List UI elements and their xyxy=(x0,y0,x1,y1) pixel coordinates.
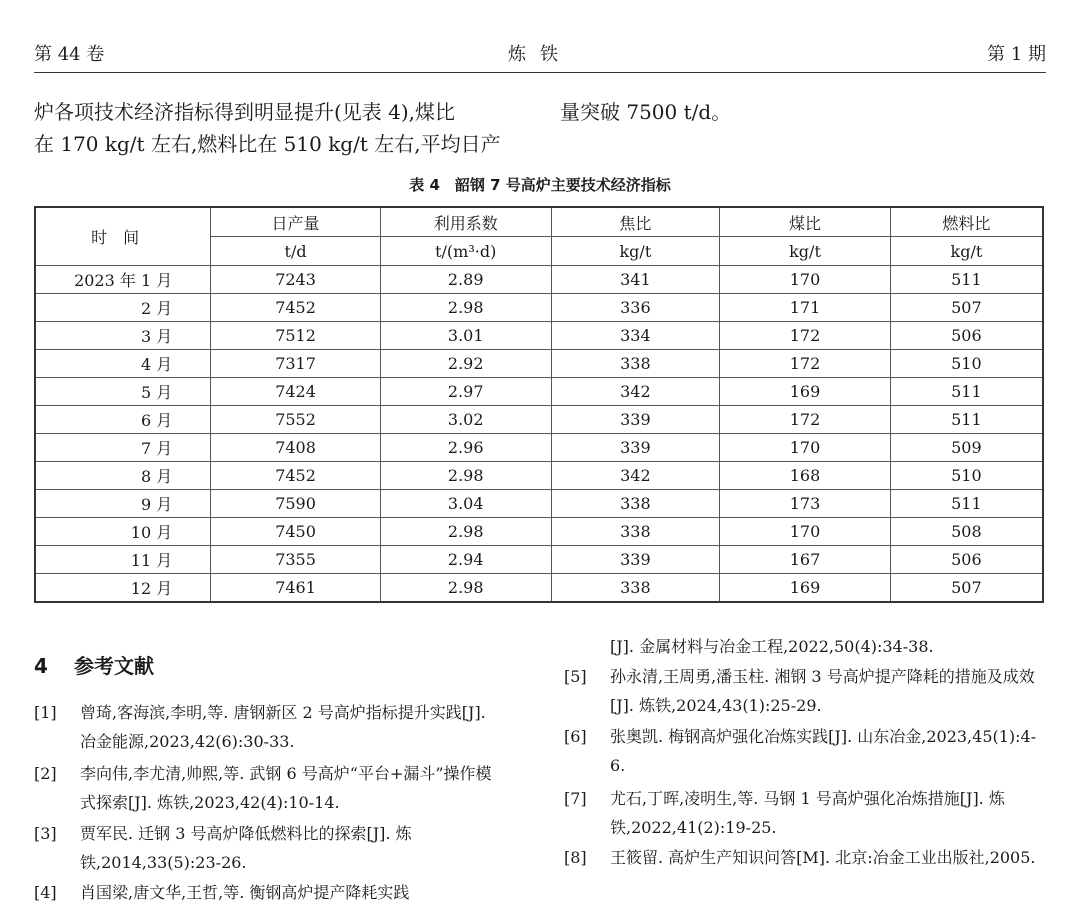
table-cell: 3.04 xyxy=(380,490,551,518)
table-cell: 172 xyxy=(720,322,891,350)
table-cell: 511 xyxy=(890,490,1043,518)
table-cell: 334 xyxy=(551,322,720,350)
column-header: 日产量 xyxy=(211,207,381,237)
reference-item xyxy=(564,784,1044,842)
table-row xyxy=(35,378,1043,406)
table-cell-month: 12 月 xyxy=(35,574,211,603)
table-cell-month: 6 月 xyxy=(35,406,211,434)
table-cell-month: 2023 年 1 月 xyxy=(35,266,211,294)
table-row xyxy=(35,294,1043,322)
table-cell-month: 4 月 xyxy=(35,350,211,378)
reference-continuation: [J]. 金属材料与冶金工程,2022,50(4):34-38. xyxy=(610,637,934,656)
table-cell: 339 xyxy=(551,546,720,574)
reference-item xyxy=(564,722,1044,780)
section-title: 参考文献 xyxy=(74,654,154,678)
table-cell: 510 xyxy=(890,350,1043,378)
table-cell: 338 xyxy=(551,518,720,546)
table-cell: 7408 xyxy=(211,434,381,462)
table-cell: 2.94 xyxy=(380,546,551,574)
reference-tag: [1] xyxy=(34,703,57,722)
references-heading xyxy=(34,650,154,679)
reference-tag: [3] xyxy=(34,824,57,843)
table-cell: 507 xyxy=(890,574,1043,603)
table-cell: 2.92 xyxy=(380,350,551,378)
table-cell: 2.98 xyxy=(380,518,551,546)
table-cell-month: 7 月 xyxy=(35,434,211,462)
intro-line: 在 170 kg/t 左右,燃料比在 510 kg/t 左右,平均日产 xyxy=(34,132,501,156)
reference-tag: [5] xyxy=(564,667,587,686)
table-cell-month: 5 月 xyxy=(35,378,211,406)
table-cell: 2.98 xyxy=(380,462,551,490)
table-cell: 7452 xyxy=(211,294,381,322)
volume-label: 第 44 卷 xyxy=(34,44,105,65)
table-cell: 7590 xyxy=(211,490,381,518)
table-row xyxy=(35,546,1043,574)
table-row xyxy=(35,322,1043,350)
reference-tag: [7] xyxy=(564,789,587,808)
table-cell: 339 xyxy=(551,434,720,462)
column-unit: t/d xyxy=(211,237,381,266)
table-cell: 7355 xyxy=(211,546,381,574)
table-row xyxy=(35,574,1043,603)
table-cell: 3.02 xyxy=(380,406,551,434)
table-cell: 7317 xyxy=(211,350,381,378)
reference-text: 尤石,丁晖,凌明生,等. 马钢 1 号高炉强化冶炼措施[J]. 炼铁,2022,41(2):19-25. xyxy=(610,789,1005,837)
table-cell-month: 3 月 xyxy=(35,322,211,350)
reference-tag: [6] xyxy=(564,727,587,746)
column-header: 焦比 xyxy=(551,207,720,237)
column-header: 利用系数 xyxy=(380,207,551,237)
table-cell: 167 xyxy=(720,546,891,574)
table-cell-month: 9 月 xyxy=(35,490,211,518)
table-row xyxy=(35,350,1043,378)
table-body xyxy=(35,266,1043,603)
journal-name: 炼铁 xyxy=(508,44,572,65)
table-cell: 171 xyxy=(720,294,891,322)
table-cell: 169 xyxy=(720,378,891,406)
indicators-table xyxy=(34,206,1044,603)
table-row xyxy=(35,490,1043,518)
page-header xyxy=(34,40,1046,70)
table-cell-month: 11 月 xyxy=(35,546,211,574)
table-cell: 170 xyxy=(720,434,891,462)
table-row xyxy=(35,462,1043,490)
table-row xyxy=(35,434,1043,462)
column-unit: kg/t xyxy=(890,237,1043,266)
table-cell: 506 xyxy=(890,546,1043,574)
table-cell: 342 xyxy=(551,378,720,406)
table-cell-month: 10 月 xyxy=(35,518,211,546)
reference-text: 李向伟,李尤清,帅熙,等. 武钢 6 号高炉“平台+漏斗”操作模式探索[J]. 炼铁,2023,42(4):10-14. xyxy=(80,764,492,812)
table-cell: 2.98 xyxy=(380,294,551,322)
table-row xyxy=(35,406,1043,434)
intro-paragraph-continued: 量突破 7500 t/d。 xyxy=(560,100,732,124)
table-cell: 3.01 xyxy=(380,322,551,350)
reference-item xyxy=(564,662,1044,720)
table-cell: 506 xyxy=(890,322,1043,350)
column-header-time: 时间 xyxy=(35,207,211,266)
table-cell: 511 xyxy=(890,378,1043,406)
table-cell: 338 xyxy=(551,574,720,603)
table-cell: 7424 xyxy=(211,378,381,406)
header-divider xyxy=(34,72,1046,73)
column-header: 煤比 xyxy=(720,207,891,237)
table-cell: 508 xyxy=(890,518,1043,546)
table-header-row xyxy=(35,207,1043,237)
table-cell: 338 xyxy=(551,350,720,378)
table-row xyxy=(35,518,1043,546)
table-cell: 336 xyxy=(551,294,720,322)
reference-text: 张奥凯. 梅钢高炉强化冶炼实践[J]. 山东冶金,2023,45(1):4-6. xyxy=(610,727,1037,775)
table-cell: 507 xyxy=(890,294,1043,322)
column-header: 燃料比 xyxy=(890,207,1043,237)
table-cell: 341 xyxy=(551,266,720,294)
column-unit: kg/t xyxy=(551,237,720,266)
reference-item xyxy=(564,843,1044,872)
reference-item xyxy=(34,878,514,907)
table-cell: 338 xyxy=(551,490,720,518)
table-cell: 2.89 xyxy=(380,266,551,294)
column-unit: t/(m³·d) xyxy=(380,237,551,266)
table-cell: 169 xyxy=(720,574,891,603)
table-cell: 339 xyxy=(551,406,720,434)
table-cell: 7243 xyxy=(211,266,381,294)
table-cell: 173 xyxy=(720,490,891,518)
table-title: 表 4 韶钢 7 号高炉主要技术经济指标 xyxy=(409,176,671,194)
table-cell: 2.97 xyxy=(380,378,551,406)
table-cell: 510 xyxy=(890,462,1043,490)
reference-text: 孙永清,王周勇,潘玉柱. 湘钢 3 号高炉提产降耗的措施及成效[J]. 炼铁,2024,43(1):25-29. xyxy=(610,667,1035,715)
reference-text: 肖国梁,唐文华,王哲,等. 衡钢高炉提产降耗实践 xyxy=(80,883,410,902)
reference-item xyxy=(34,759,504,817)
reference-tag: [2] xyxy=(34,764,57,783)
table-cell: 172 xyxy=(720,350,891,378)
reference-text: 曾琦,客海滨,李明,等. 唐钢新区 2 号高炉指标提升实践[J]. 冶金能源,2023,42(6):30-33. xyxy=(80,703,486,751)
table-cell: 342 xyxy=(551,462,720,490)
table-cell: 7461 xyxy=(211,574,381,603)
reference-text: 贾军民. 迁钢 3 号高炉降低燃料比的探索[J]. 炼铁,2014,33(5):23-26. xyxy=(80,824,412,872)
table-cell-month: 8 月 xyxy=(35,462,211,490)
intro-line: 炉各项技术经济指标得到明显提升(见表 4),煤比 xyxy=(34,100,456,124)
table-cell: 7452 xyxy=(211,462,381,490)
section-number: 4 xyxy=(34,654,48,678)
table-cell: 511 xyxy=(890,266,1043,294)
reference-tag: [8] xyxy=(564,848,587,867)
reference-item xyxy=(34,698,504,756)
table-cell: 509 xyxy=(890,434,1043,462)
table-cell: 170 xyxy=(720,518,891,546)
table-cell: 172 xyxy=(720,406,891,434)
table-cell: 7450 xyxy=(211,518,381,546)
table-cell: 168 xyxy=(720,462,891,490)
issue-label: 第 1 期 xyxy=(987,44,1046,65)
reference-item xyxy=(34,819,504,877)
column-unit: kg/t xyxy=(720,237,891,266)
table-cell: 2.98 xyxy=(380,574,551,603)
table-cell: 511 xyxy=(890,406,1043,434)
table-row xyxy=(35,266,1043,294)
intro-paragraph xyxy=(34,96,534,160)
table-cell-month: 2 月 xyxy=(35,294,211,322)
reference-tag: [4] xyxy=(34,883,57,902)
table-cell: 170 xyxy=(720,266,891,294)
table-cell: 7552 xyxy=(211,406,381,434)
reference-text: 王筱留. 高炉生产知识问答[M]. 北京:冶金工业出版社,2005. xyxy=(610,848,1036,867)
table-cell: 2.96 xyxy=(380,434,551,462)
table-cell: 7512 xyxy=(211,322,381,350)
